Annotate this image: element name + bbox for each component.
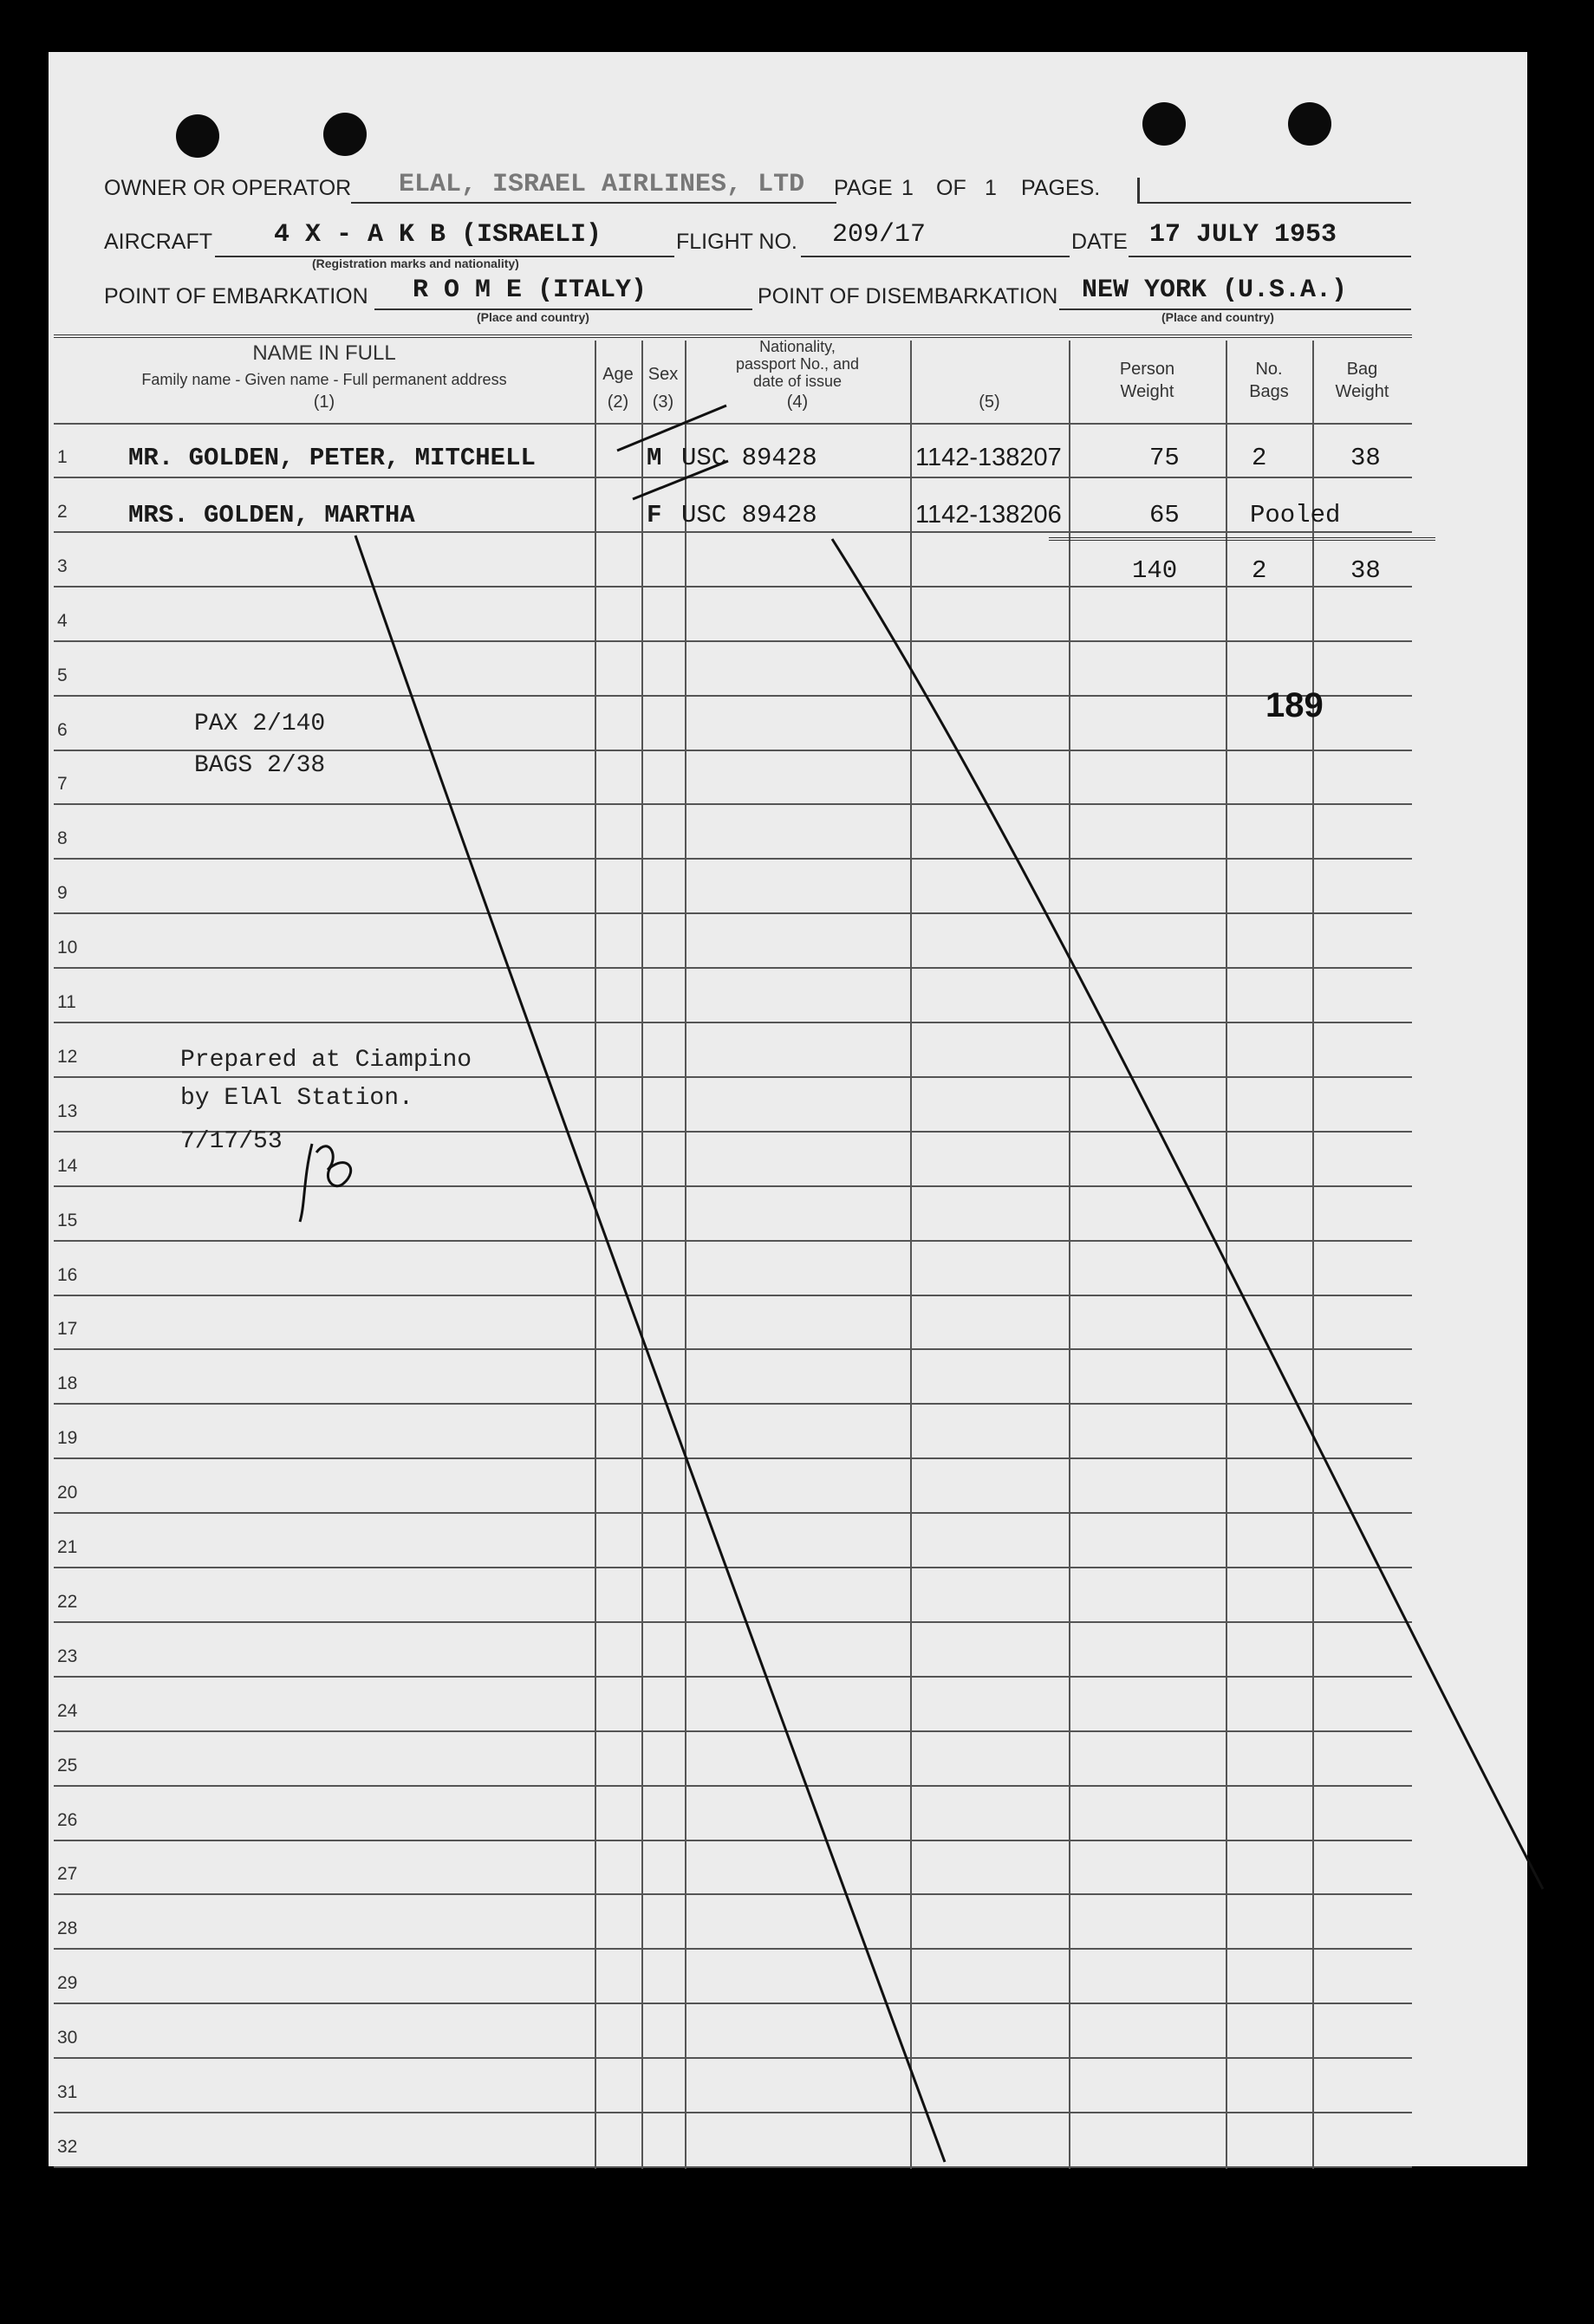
- row-line: [54, 1785, 1412, 1787]
- header-sex: Sex: [647, 365, 679, 384]
- row-number: 13: [57, 1101, 78, 1121]
- header-person-weight-2: Weight: [1120, 382, 1174, 401]
- row-line: [54, 1240, 1412, 1242]
- row-number: 22: [57, 1592, 78, 1612]
- header-person-weight-1: Person: [1119, 360, 1175, 379]
- page-total: 1: [985, 176, 997, 200]
- row1-bags: 2: [1252, 444, 1267, 472]
- row-number: 21: [57, 1537, 78, 1557]
- row-number: 30: [57, 2028, 78, 2048]
- header-age-num: (2): [607, 393, 629, 412]
- header-name-title: NAME IN FULL: [252, 341, 396, 365]
- row-number: 2: [57, 502, 68, 522]
- total-person-weight: 140: [1132, 556, 1178, 585]
- row-number: 8: [57, 828, 68, 848]
- disembarkation-value: NEW YORK (U.S.A.): [1082, 276, 1348, 305]
- row-line: [54, 1348, 1412, 1350]
- row-number: 16: [57, 1265, 78, 1285]
- row-line: [54, 1022, 1412, 1023]
- header-col5-num: (5): [979, 393, 1000, 412]
- prepared-date: 7/17/53: [180, 1128, 283, 1155]
- aircraft-value: 4 X - A K B (ISRAELI): [274, 220, 602, 250]
- row-line: [54, 531, 1412, 533]
- row-number: 1: [57, 447, 68, 467]
- row-number: 11: [57, 992, 76, 1012]
- prepared-note-1: Prepared at Ciampino: [180, 1047, 472, 1074]
- row-number: 29: [57, 1973, 78, 1993]
- row-number: 31: [57, 2082, 78, 2102]
- row-number: 18: [57, 1373, 78, 1393]
- row2-bags: Pooled: [1250, 501, 1341, 529]
- row-line: [54, 1893, 1412, 1895]
- row-line: [54, 1076, 1412, 1078]
- header-sex-num: (3): [652, 393, 674, 412]
- row-line: [54, 586, 1412, 587]
- row2-ticket: 1142-138206: [915, 501, 1062, 529]
- prepared-note-2: by ElAl Station.: [180, 1085, 413, 1112]
- row2-passport: USC 89428: [681, 501, 817, 529]
- row-line: [54, 477, 1412, 478]
- row1-ticket: 1142-138207: [915, 444, 1062, 471]
- row-line: [54, 803, 1412, 805]
- of-label: OF: [936, 176, 966, 200]
- row-number: 23: [57, 1646, 78, 1666]
- punch-hole-3: [1142, 102, 1186, 146]
- total-figure: 189: [1265, 686, 1324, 724]
- row-number: 15: [57, 1211, 78, 1230]
- row-number: 28: [57, 1918, 78, 1938]
- row-number: 10: [57, 938, 78, 958]
- header-bag-weight-2: Weight: [1335, 382, 1389, 401]
- embarkation-label: POINT OF EMBARKATION: [104, 284, 368, 308]
- pages-label: PAGES.: [1021, 176, 1101, 200]
- page-label: PAGE: [834, 176, 893, 200]
- row-number: 7: [57, 774, 68, 794]
- row1-person-weight: 75: [1149, 444, 1180, 472]
- embarkation-value: R O M E (ITALY): [413, 276, 647, 305]
- header-age: Age: [602, 365, 634, 384]
- row-number: 3: [57, 556, 68, 576]
- disembarkation-note: (Place and country): [1161, 310, 1274, 324]
- embarkation-note: (Place and country): [477, 310, 589, 324]
- row2-person-weight: 65: [1149, 501, 1180, 529]
- row1-bag-weight: 38: [1350, 444, 1381, 472]
- row-line: [54, 1295, 1412, 1296]
- total-bags: 2: [1252, 556, 1267, 585]
- date-value: 17 JULY 1953: [1149, 220, 1337, 250]
- header-name-num: (1): [313, 393, 335, 412]
- owner-value: ELAL, ISRAEL AIRLINES, LTD: [399, 170, 805, 199]
- row-number: 25: [57, 1756, 78, 1775]
- total-bag-weight: 38: [1350, 556, 1381, 585]
- row-line: [54, 912, 1412, 914]
- header-passport-1: Nationality,: [759, 338, 836, 355]
- header-passport-3: date of issue: [752, 373, 843, 390]
- header-bag-weight-1: Bag: [1346, 360, 1378, 379]
- row-line: [54, 750, 1412, 751]
- row-line: [54, 1948, 1412, 1950]
- row-number: 9: [57, 883, 68, 903]
- row-line: [54, 967, 1412, 969]
- aircraft-label: AIRCRAFT: [104, 230, 212, 254]
- row-line: [54, 1403, 1412, 1405]
- row-line: [54, 1840, 1412, 1841]
- row-line: [54, 1676, 1412, 1678]
- punch-hole-1: [176, 114, 219, 158]
- row-number: 20: [57, 1483, 78, 1503]
- row-number: 27: [57, 1864, 78, 1884]
- row-line: [54, 2166, 1412, 2168]
- row-number: 26: [57, 1810, 78, 1830]
- row-line: [54, 1730, 1412, 1732]
- row2-sex: F: [647, 501, 662, 529]
- row-number: 17: [57, 1319, 78, 1339]
- row-line: [54, 1512, 1412, 1514]
- row-number: 24: [57, 1701, 78, 1721]
- punch-hole-4: [1288, 102, 1331, 146]
- header-no-bags-2: Bags: [1249, 382, 1289, 401]
- row1-name: MR. GOLDEN, PETER, MITCHELL: [128, 444, 536, 472]
- punch-hole-2: [323, 113, 367, 156]
- row-line: [54, 2057, 1412, 2059]
- header-passport-num: (4): [786, 393, 809, 412]
- row-number: 12: [57, 1047, 78, 1067]
- row-number: 19: [57, 1428, 78, 1448]
- row-line: [54, 640, 1412, 642]
- row-line: [54, 858, 1412, 860]
- row-number: 32: [57, 2137, 78, 2157]
- row-line: [54, 1621, 1412, 1623]
- row-line: [54, 1185, 1412, 1187]
- pax-note: PAX 2/140: [194, 711, 326, 737]
- row-number: 5: [57, 665, 68, 685]
- bags-note: BAGS 2/38: [194, 752, 326, 779]
- row1-passport: USC 89428: [681, 444, 817, 472]
- date-label: DATE: [1071, 230, 1128, 254]
- header-no-bags-1: No.: [1255, 360, 1283, 379]
- row-line: [54, 1567, 1412, 1568]
- row-line: [54, 1457, 1412, 1459]
- page-number: 1: [901, 176, 914, 200]
- row-number: 14: [57, 1156, 78, 1176]
- row-number: 6: [57, 720, 68, 740]
- row-line: [54, 2003, 1412, 2004]
- flight-value: 209/17: [832, 220, 927, 250]
- header-name-sub: Family name - Given name - Full permanent address: [141, 371, 507, 388]
- aircraft-note: (Registration marks and nationality): [312, 256, 519, 270]
- row2-name: MRS. GOLDEN, MARTHA: [128, 501, 415, 529]
- flight-label: FLIGHT NO.: [676, 230, 797, 254]
- row-line: [54, 695, 1412, 697]
- row1-sex: M: [647, 444, 662, 472]
- row-line: [54, 2112, 1412, 2113]
- row-number: 4: [57, 611, 68, 631]
- disembarkation-label: POINT OF DISEMBARKATION: [758, 284, 1058, 308]
- header-passport-2: passport No., and: [735, 355, 860, 373]
- owner-label: OWNER OR OPERATOR: [104, 176, 352, 200]
